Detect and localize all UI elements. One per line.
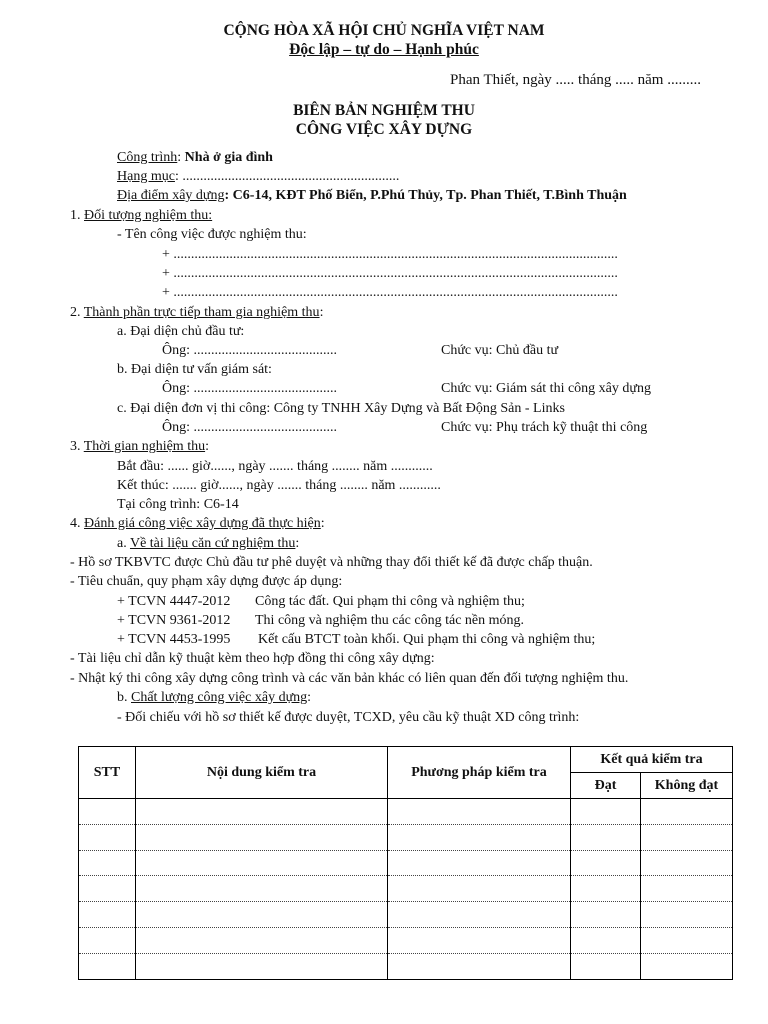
project-line (117, 149, 273, 167)
inspection-table (78, 746, 733, 980)
table-row (79, 953, 733, 979)
project-value: Nhà ở gia đình (184, 150, 273, 165)
standard-code: + TCVN 4447-2012 (117, 594, 231, 609)
owner-rep-label: a. Đại diện chủ đầu tư: (117, 324, 245, 339)
section3-heading: 3. Thời gian nghiệm thu: (70, 439, 209, 454)
doc-basis-3: - Tài liệu chỉ dẫn kỹ thuật kèm theo hợp đồng thi công xây dựng: (70, 651, 435, 666)
table-row (79, 902, 733, 928)
contractor-rep-label: c. Đại diện đơn vị thi công: Công ty TNHH Xây Dựng và Bất Động Sản - Links (117, 401, 565, 416)
doc-title-line1: BIÊN BẢN NGHIỆM THU (293, 102, 475, 119)
project-sep: : (177, 150, 185, 165)
doc-basis-1: - Hồ sơ TKBVTC được Chủ đầu tư phê duyệt và những thay đổi thiết kế đã được chấp thuận. (70, 555, 593, 570)
item-line (117, 168, 399, 186)
table-row (79, 850, 733, 876)
supervisor-rep-name: Ông: ......................................... (162, 381, 337, 396)
section4a-heading: a. Về tài liệu căn cứ nghiệm thu: (117, 536, 300, 551)
section1-dots-2: + ............................................................................................................................... (162, 266, 618, 281)
project-label: Công trình (117, 150, 178, 165)
section4b-sub: - Đối chiếu với hồ sơ thiết kế được duyệt, TCXD, yêu cầu kỹ thuật XD công trình: (117, 710, 580, 725)
section1-dots-1: + ............................................................................................................................... (162, 247, 618, 262)
section1-dots-3: + ............................................................................................................................... (162, 285, 618, 300)
section4-heading: 4. Đánh giá công việc xây dựng đã thực hiện: (70, 516, 325, 531)
item-value: : .............................................................. (174, 169, 400, 184)
doc-basis-4: - Nhật ký thi công xây dựng công trình và các văn bản khác có liên quan đến đối tượng nghiệm thu. (70, 671, 629, 686)
table-row (79, 799, 733, 825)
owner-rep-name: Ông: ......................................... (162, 343, 337, 358)
col-header-fail: Không đạt (641, 773, 733, 799)
location-value: : C6-14, KĐT Phố Biển, P.Phú Thủy, Tp. Phan Thiết, T.Bình Thuận (224, 188, 627, 203)
col-header-result: Kết quả kiểm tra (571, 747, 733, 773)
standard-desc: Công tác đất. Qui phạm thi công và nghiệm thu; (255, 594, 525, 609)
inspection-place: Tại công trình: C6-14 (117, 497, 239, 512)
col-header-pass: Đạt (571, 773, 641, 799)
doc-basis-2: - Tiêu chuẩn, quy phạm xây dựng được áp dụng: (70, 574, 343, 589)
contractor-rep-name: Ông: ......................................... (162, 420, 337, 435)
motto: Độc lập – tự do – Hạnh phúc (289, 41, 479, 58)
standard-desc: Thi công và nghiệm thu các công tác nền móng. (255, 613, 525, 628)
supervisor-rep-role: Chức vụ: Giám sát thi công xây dựng (441, 381, 651, 396)
standard-desc: Kết cấu BTCT toàn khối. Qui phạm thi công và nghiệm thu; (258, 632, 596, 647)
doc-title-line2: CÔNG VIỆC XÂY DỰNG (295, 121, 473, 138)
standard-code: + TCVN 9361-2012 (117, 613, 231, 628)
contractor-rep-role: Chức vụ: Phụ trách kỹ thuật thi công (441, 420, 648, 435)
col-header-method: Phương pháp kiểm tra (388, 747, 571, 799)
section1-heading: 1. Đối tượng nghiệm thu: (70, 208, 213, 223)
start-time: Bắt đầu: ...... giờ......, ngày ....... tháng ........ năm ............ (117, 459, 433, 474)
end-time: Kết thúc: ....... giờ......, ngày ....... tháng ........ năm ............ (117, 478, 441, 493)
table-row (79, 876, 733, 902)
location-label: Địa điểm xây dựng (117, 188, 225, 203)
col-header-content: Nội dung kiểm tra (136, 747, 388, 799)
section2-heading: 2. Thành phần trực tiếp tham gia nghiệm thu: (70, 305, 324, 320)
location-line (117, 187, 627, 205)
supervisor-rep-label: b. Đại diện tư vấn giám sát: (117, 362, 272, 377)
col-header-stt: STT (79, 747, 136, 799)
table-row (79, 927, 733, 953)
standard-code: + TCVN 4453-1995 (117, 632, 231, 647)
section4b-heading: b. Chất lượng công việc xây dựng: (117, 690, 312, 705)
item-label: Hạng mục (117, 169, 175, 184)
nation-heading: CỘNG HÒA XÃ HỘI CHỦ NGHĨA VIỆT NAM (223, 22, 545, 39)
section1-sub: - Tên công việc được nghiệm thu: (117, 227, 307, 242)
table-row (79, 824, 733, 850)
owner-rep-role: Chức vụ: Chủ đầu tư (441, 343, 559, 358)
place-date: Phan Thiết, ngày ..... tháng ..... năm ......... (450, 72, 701, 88)
